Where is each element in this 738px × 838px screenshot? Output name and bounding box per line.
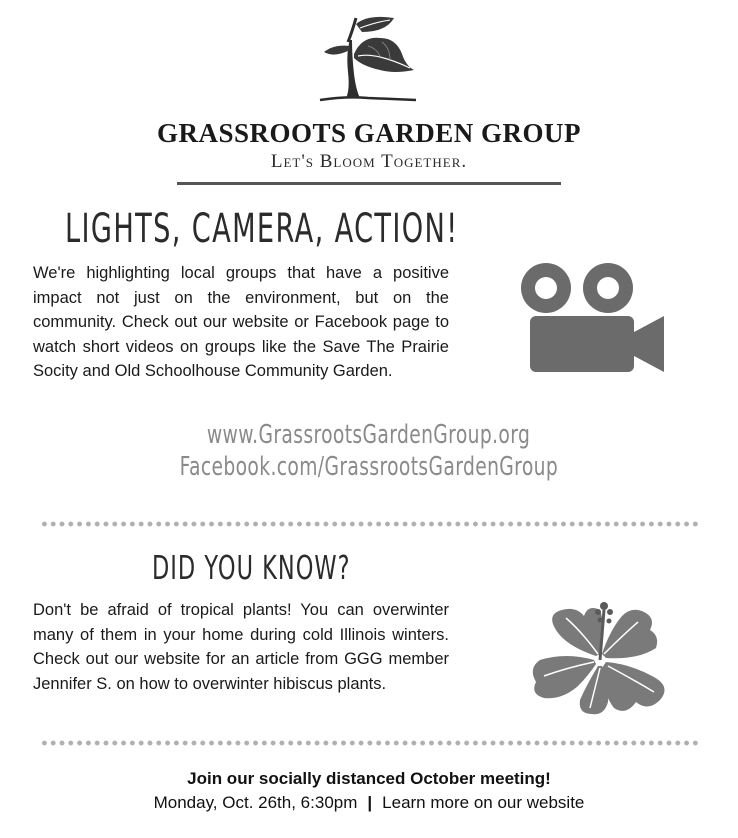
section-heading-lights-camera-action: LIGHTS, CAMERA, ACTION! (65, 206, 459, 252)
meeting-date: Monday, Oct. 26th, 6:30pm (153, 793, 358, 812)
section-body-lights-camera-action: We're highlighting local groups that have a positive impact not just on the environment, but on the community. Check out our website or Facebook page to watch short videos on groups like the Save The Prairie Socity and Old Schoolhouse Community Garden. (33, 264, 449, 380)
facebook-link[interactable] (0, 452, 738, 482)
dotted-divider (40, 521, 700, 527)
section-body-did-you-know: Don't be afraid of tropical plants! You can overwinter many of them in your home during cold Illinois winters. Check out our website for an article from GGG member Jennifer S. on how to overwinter hibiscus plants. (33, 601, 449, 693)
meeting-learn-more-link[interactable]: Learn more on our website (382, 793, 585, 812)
dotted-divider (40, 740, 700, 746)
organization-name: GRASSROOTS GARDEN GROUP (156, 118, 582, 148)
section-heading-did-you-know: DID YOU KNOW? (152, 548, 351, 587)
separator: | (367, 793, 373, 812)
meeting-announcement-title: Join our socially distanced October meeting! (187, 769, 551, 788)
sprout-icon (316, 12, 420, 104)
hibiscus-flower-icon (526, 596, 674, 720)
tagline: Let's Bloom Together. (270, 151, 468, 172)
header-divider (177, 182, 561, 185)
meeting-details (0, 793, 738, 813)
video-camera-icon (518, 260, 666, 374)
website-link[interactable] (0, 420, 738, 450)
facebook-link-text[interactable]: Facebook.com/GrassrootsGardenGroup (179, 452, 559, 482)
website-link-text[interactable]: www.GrassrootsGardenGroup.org (207, 420, 531, 450)
